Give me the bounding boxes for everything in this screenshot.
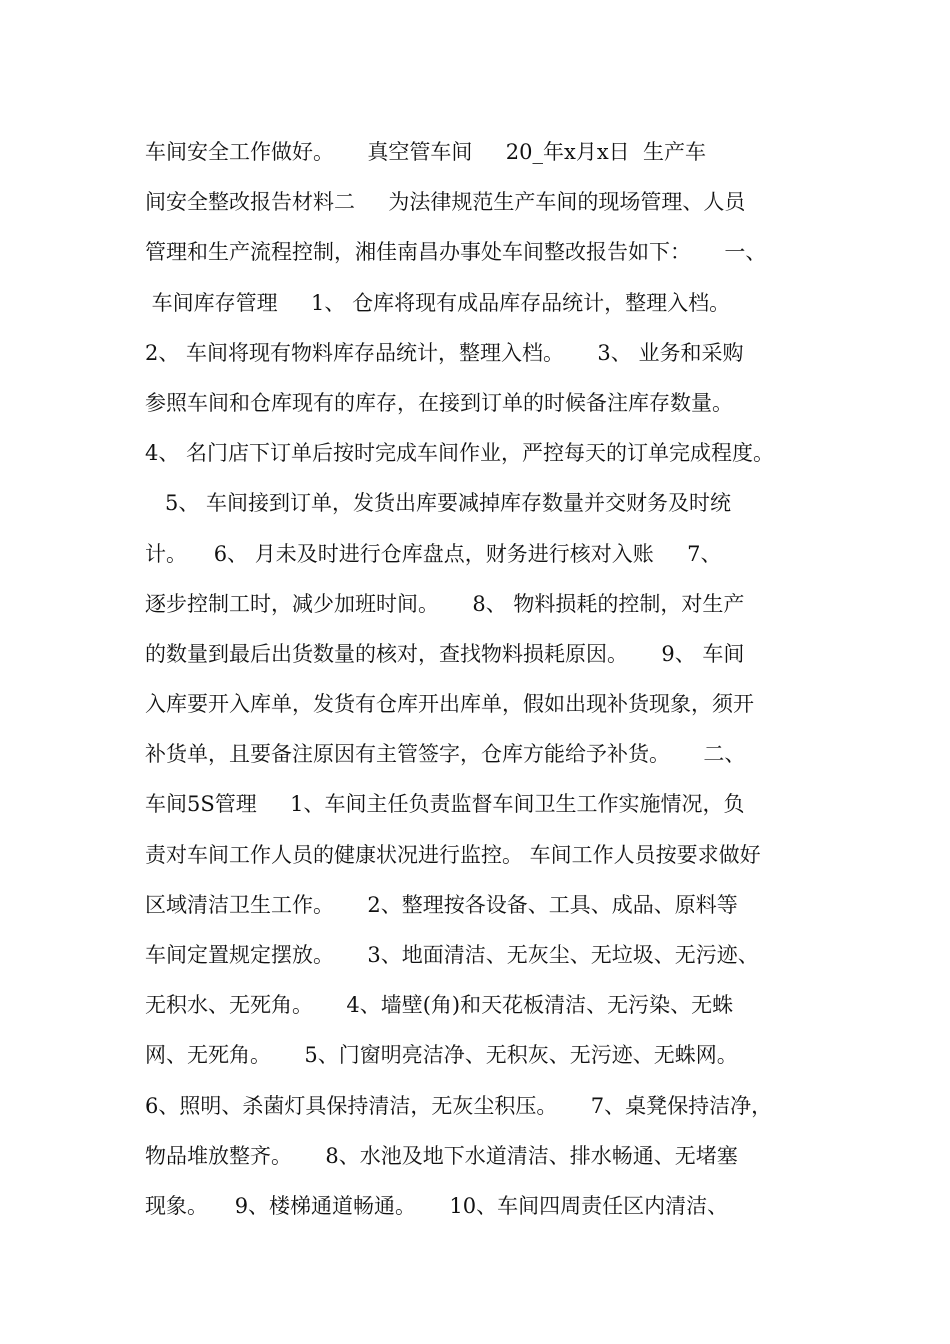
text-line: 6、照明、杀菌灯具保持清洁，无灰尘积压。 7、桌凳保持洁净， (145, 1093, 773, 1118)
text-line: 车间库存管理 1、 仓库将现有成品库存品统计，整理入档。 (145, 290, 731, 315)
text-line: 计。 6、 月未及时进行仓库盘点，财务进行核对入账 7、 (145, 541, 722, 566)
document-body (145, 127, 825, 1231)
text-line: 2、 车间将现有物料库存品统计，整理入档。 3、 业务和采购 (145, 340, 744, 365)
text-line: 补货单，且要备注原因有主管签字，仓库方能给予补货。 二、 (145, 742, 746, 767)
text-line: 车间5S管理 1、车间主任负责监督车间卫生工作实施情况，负 (145, 792, 745, 817)
text-line: 间安全整改报告材料二 为法律规范生产车间的现场管理、人员 (145, 190, 746, 215)
text-line: 逐步控制工时，减少加班时间。 8、 物料损耗的控制，对生产 (145, 591, 745, 616)
text-line: 区域清洁卫生工作。 2、整理按各设备、工具、成品、原料等 (145, 892, 738, 917)
text-line: 责对车间工作人员的健康状况进行监控。 车间工作人员按要求做好 (145, 842, 761, 867)
text-line: 管理和生产流程控制，湘佳南昌办事处车间整改报告如下： 一、 (145, 240, 767, 265)
text-line: 无积水、无死角。 4、墙壁(角)和天花板清洁、无污染、无蛛 (145, 993, 734, 1018)
text-line: 的数量到最后出货数量的核对，查找物料损耗原因。 9、 车间 (145, 641, 745, 666)
text-line: 网、无死角。 5、门窗明亮洁净、无积灰、无污迹、无蛛网。 (145, 1043, 738, 1068)
text-line: 车间定置规定摆放。 3、地面清洁、无灰尘、无垃圾、无污迹、 (145, 943, 759, 967)
text-line: 现象。 9、楼梯通道畅通。 10、车间四周责任区内清洁、 (145, 1193, 729, 1218)
text-line: 5、 车间接到订单，发货出库要减掉库存数量并交财务及时统 (145, 491, 732, 516)
text-line: 车间安全工作做好。 真空管车间 20_年x月x日 生产车 (145, 140, 707, 164)
text-line: 物品堆放整齐。 8、水池及地下水道清洁、排水畅通、无堵塞 (145, 1143, 738, 1168)
text-line: 参照车间和仓库现有的库存，在接到订单的时候备注库存数量。 (145, 390, 733, 415)
text-line: 4、 名门店下订单后按时完成车间作业，严控每天的订单完成程度。 (145, 441, 775, 466)
text-line: 入库要开入库单，发货有仓库开出库单，假如出现补货现象，须开 (145, 692, 754, 717)
